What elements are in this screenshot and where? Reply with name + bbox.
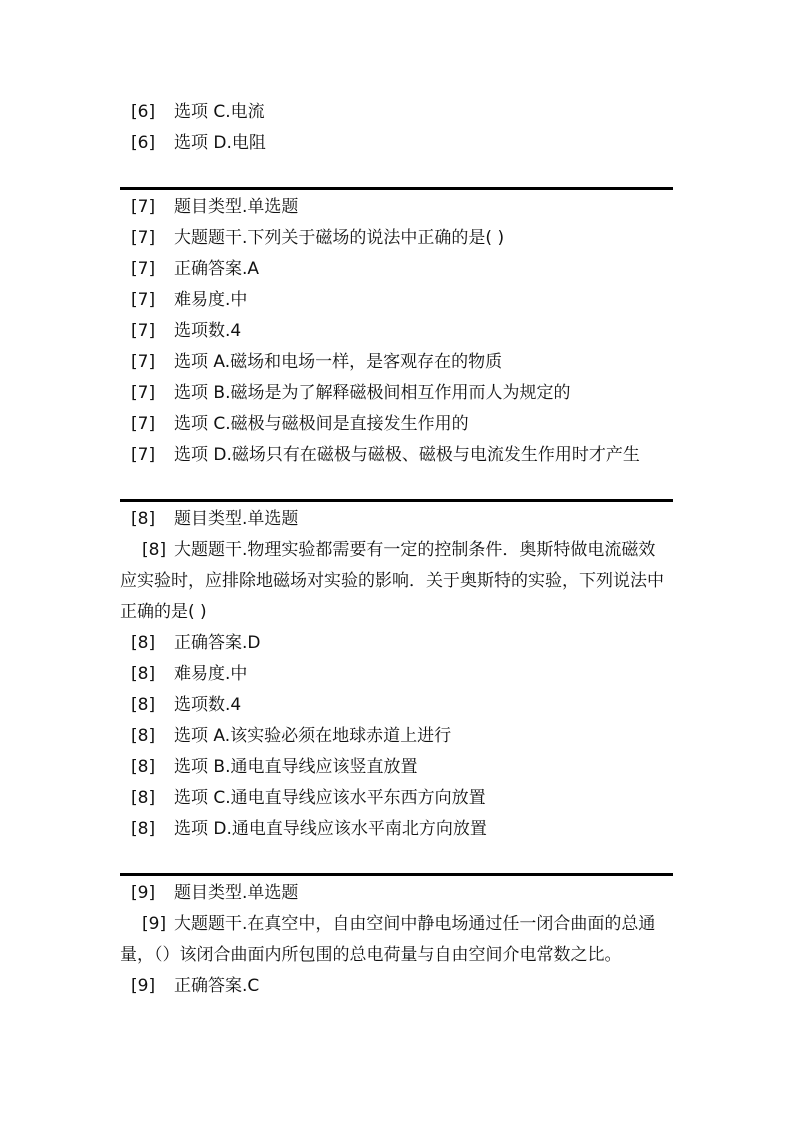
line-text: 大题题干.物理实验都需要有一定的控制条件．奥斯特做电流磁效应实验时，应排除地磁场对实验的影响．关于奥斯特的实验，下列说法中正确的是( )	[120, 540, 664, 622]
line-text: 正确答案.D	[174, 633, 261, 653]
line-text: 大题题干.在真空中，自由空间中静电场通过任一闭合曲面的总通量，（）该闭合曲面内所包围的总电荷量与自由空间介电常数之比。	[120, 914, 656, 965]
line-tag: [6]	[131, 102, 156, 122]
line-q8-option-a	[120, 721, 673, 752]
line-text: 题目类型.单选题	[174, 197, 299, 217]
line-q6-option-d	[120, 128, 673, 159]
line-tag: [8]	[142, 540, 167, 560]
line-q8-answer	[120, 628, 673, 659]
line-text: 选项 A.磁场和电场一样，是客观存在的物质	[174, 352, 503, 372]
line-text: 选项数.4	[174, 695, 242, 715]
line-q7-option-b	[120, 378, 673, 409]
question-list	[120, 97, 673, 1002]
line-q8-difficulty	[120, 659, 673, 690]
line-q7-answer	[120, 254, 673, 285]
line-tag: [7]	[131, 383, 156, 403]
line-tag: [7]	[131, 352, 156, 372]
line-tag: [7]	[131, 197, 156, 217]
line-text: 选项 C.电流	[174, 102, 265, 122]
line-tag: [9]	[131, 976, 156, 996]
line-q8-option-b	[120, 752, 673, 783]
line-q7-type	[120, 192, 673, 223]
line-text: 选项 D.磁场只有在磁极与磁极、磁极与电流发生作用时才产生	[174, 445, 640, 465]
line-text: 难易度.中	[174, 290, 248, 310]
line-tag: [7]	[131, 259, 156, 279]
question-block-9	[120, 878, 673, 1002]
line-q6-option-c	[120, 97, 673, 128]
line-tag: [8]	[131, 726, 156, 746]
question-block-7	[120, 192, 673, 471]
line-q7-stem	[120, 223, 673, 254]
line-tag: [9]	[142, 914, 167, 934]
line-text: 选项 A.该实验必须在地球赤道上进行	[174, 726, 452, 746]
line-text: 正确答案.C	[174, 976, 260, 996]
line-tag: [8]	[131, 509, 156, 529]
line-q8-stem	[120, 535, 665, 628]
line-text: 大题题干.下列关于磁场的说法中正确的是( )	[174, 228, 505, 248]
line-q7-option-c	[120, 409, 673, 440]
line-tag: [8]	[131, 633, 156, 653]
line-q8-option-c	[120, 783, 673, 814]
line-q7-difficulty	[120, 285, 673, 316]
line-text: 选项 D.电阻	[174, 133, 266, 153]
line-q9-stem	[120, 909, 665, 971]
line-tag: [8]	[131, 819, 156, 839]
line-tag: [7]	[131, 290, 156, 310]
question-block-6	[120, 97, 673, 159]
line-tag: [8]	[131, 664, 156, 684]
line-text: 选项数.4	[174, 321, 242, 341]
line-text: 正确答案.A	[174, 259, 260, 279]
line-q8-type	[120, 504, 673, 535]
line-tag: [7]	[131, 414, 156, 434]
line-tag: [8]	[131, 757, 156, 777]
line-text: 选项 C.通电直导线应该水平东西方向放置	[174, 788, 486, 808]
line-text: 选项 B.通电直导线应该竖直放置	[174, 757, 418, 777]
question-block-8	[120, 504, 673, 845]
line-tag: [8]	[131, 788, 156, 808]
line-tag: [7]	[131, 445, 156, 465]
line-tag: [6]	[131, 133, 156, 153]
line-tag: [9]	[131, 883, 156, 903]
line-q9-answer	[120, 971, 673, 1002]
line-tag: [8]	[131, 695, 156, 715]
line-q7-option-d	[120, 440, 673, 471]
line-q7-option-count	[120, 316, 673, 347]
line-text: 选项 D.通电直导线应该水平南北方向放置	[174, 819, 487, 839]
line-q7-option-a	[120, 347, 673, 378]
line-text: 题目类型.单选题	[174, 509, 299, 529]
line-q9-type	[120, 878, 673, 909]
line-q8-option-d	[120, 814, 673, 845]
line-tag: [7]	[131, 228, 156, 248]
line-text: 难易度.中	[174, 664, 248, 684]
line-q8-option-count	[120, 690, 673, 721]
line-text: 选项 B.磁场是为了解释磁极间相互作用而人为规定的	[174, 383, 571, 403]
line-text: 题目类型.单选题	[174, 883, 299, 903]
line-text: 选项 C.磁极与磁极间是直接发生作用的	[174, 414, 469, 434]
line-tag: [7]	[131, 321, 156, 341]
